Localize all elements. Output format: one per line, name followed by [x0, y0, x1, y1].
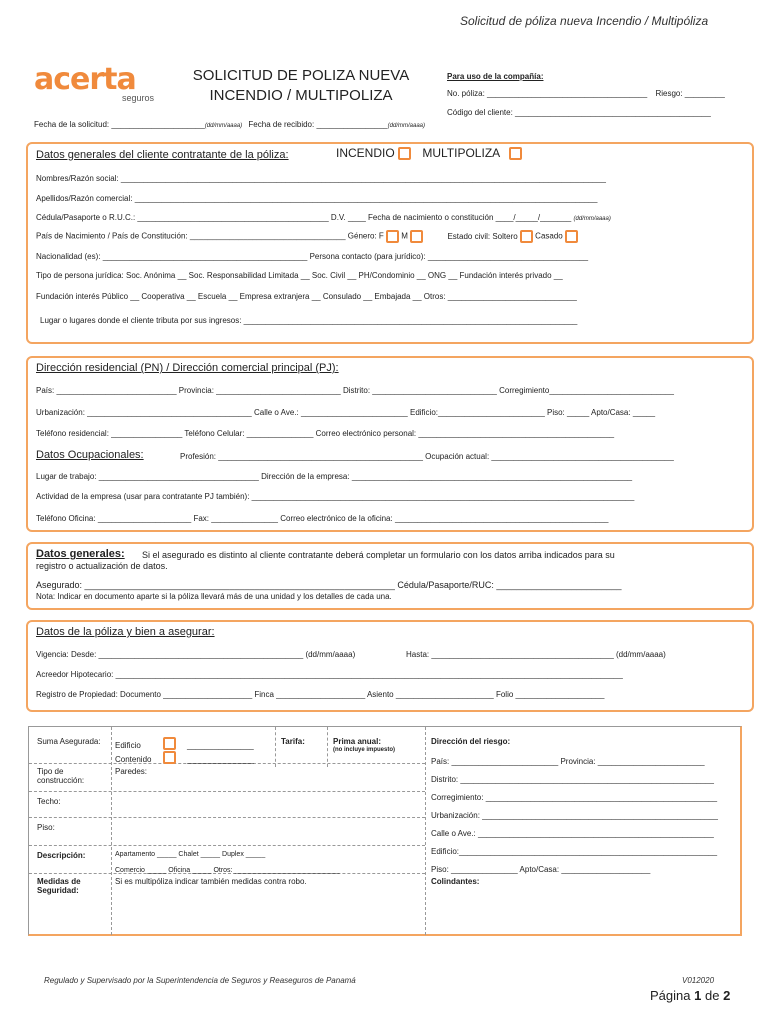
construction-type-label: Tipo de construcción: [37, 767, 85, 785]
adjacent-label[interactable]: Colindantes: [431, 877, 480, 886]
acerta-logo [34, 62, 154, 106]
premium-note: (no incluye impuesto) [333, 747, 396, 753]
form-title [170, 66, 432, 106]
property-registry-row[interactable]: Registro de Propiedad: Documento ____________________ Finca ____________________ Asiento ______________________ Folio ____________________ [36, 690, 605, 699]
rate-label: Tarifa: [281, 737, 305, 746]
description-options-1[interactable]: Apartamento _____ Chalet _____ Duplex _____ [115, 851, 266, 858]
description-options-2[interactable]: Comercio _____ Oficina _____ Otros: ___________________________ [115, 867, 340, 874]
country-birth-field[interactable]: País de Nacimiento / País de Constitución: ___________________________________ Género: F [36, 231, 384, 241]
description-label: Descripción: [37, 851, 86, 860]
mortgage-creditor-field[interactable]: Acreedor Hipotecario: __________________________________________________________________________________________________________________ [36, 670, 623, 679]
incendio-label: INCENDIO [336, 146, 395, 160]
multipoliza-checkbox[interactable] [509, 147, 522, 160]
contents-amount[interactable]: _______________ [187, 755, 254, 764]
building-label: Edificio [115, 741, 141, 750]
security-measures-label: Medidas de Seguridad: [37, 877, 81, 895]
security-measures-note[interactable]: Si es multipóliza indicar también medidas contra robo. [115, 877, 307, 886]
version-footer: V012020 [682, 976, 715, 985]
sum-insured-label: Suma Asegurada: [37, 737, 101, 746]
risk-address-label: Dirección del riesgo: [431, 737, 511, 746]
policy-section-heading: Datos de la póliza y bien a asegurar: [36, 626, 215, 638]
policy-number-field[interactable]: No. póliza: ____________________________________ [447, 89, 648, 98]
floor-label[interactable]: Piso: [37, 823, 55, 832]
risk-table [28, 726, 742, 936]
occupational-heading: Datos Ocupacionales: [36, 449, 144, 461]
validity-to-field[interactable]: Hasta: _________________________________________ (dd/mm/aaaa) [406, 650, 666, 659]
legal-entity-type-row[interactable]: Tipo de persona jurídica: Soc. Anónima __ Soc. Responsabilidad Limitada __ Soc. Civil __ PH/Condominio __ ONG __ Fundación interés privado __ [36, 271, 563, 280]
civil-status-single-label: Estado civil: Soltero [447, 231, 518, 241]
single-checkbox[interactable] [520, 230, 533, 243]
surname-field[interactable]: Apellidos/Razón comercial: ________________________________________________________________________________________________________ [36, 194, 598, 203]
regulator-footer: Regulado y Supervisado por la Superintendencia de Seguros y Reaseguros de Panamá [44, 976, 356, 985]
name-field[interactable]: Nombres/Razón social: _____________________________________________________________________________________________________________ [36, 174, 606, 183]
birth-date-format: (dd/mm/aaaa) [573, 216, 611, 222]
risk-street-field[interactable]: Calle o Ave.: _____________________________________________________ [431, 829, 714, 838]
client-code-field[interactable]: Código del cliente: ____________________________________________ [447, 108, 711, 117]
country-gender-row [36, 230, 578, 243]
risk-corregimiento-field[interactable]: Corregimiento: ____________________________________________________ [431, 793, 718, 802]
company-use-title: Para uso de la compañía: [447, 72, 544, 81]
policy-type-options [336, 146, 522, 160]
gender-m-checkbox[interactable] [410, 230, 423, 243]
married-checkbox[interactable] [565, 230, 578, 243]
form-title-line1: SOLICITUD DE POLIZA NUEVA [192, 67, 410, 84]
multipoliza-label: MULTIPOLIZA [422, 146, 500, 160]
request-date-field[interactable]: Fecha de la solicitud: _____________________ [34, 120, 205, 129]
company-use-box [447, 72, 747, 117]
received-date-format: (dd/mm/aaaa) [387, 123, 425, 129]
logo-subtitle: seguros [122, 93, 155, 103]
annual-premium-label: Prima anual: [333, 737, 382, 746]
phones-row[interactable]: Teléfono residencial: ________________ Teléfono Celular: _______________ Correo electrónico personal: ____________________________________________ [36, 429, 615, 438]
risk-country-row[interactable]: País: ________________________ Provincia: ________________________ [431, 757, 705, 766]
contents-checkbox[interactable] [163, 751, 176, 764]
form-title-line2: INCENDIO / MULTIPOLIZA [209, 87, 393, 104]
risk-field[interactable]: Riesgo: _________ [655, 89, 725, 98]
risk-urbanization-field[interactable]: Urbanización: _____________________________________________________ [431, 811, 718, 820]
gender-f-checkbox[interactable] [386, 230, 399, 243]
request-dates [34, 120, 425, 129]
insured-intro: Si el asegurado es distinto al cliente contratante deberá completar un formulario con los datos arriba indicados para su [142, 550, 615, 560]
insured-note: Nota: Indicar en documento aparte si la póliza llevará más de una unidad y los detalles de cada una. [36, 592, 392, 601]
workplace-row[interactable]: Lugar de trabajo: ____________________________________ Dirección de la empresa: _______________________________________________________________ [36, 472, 633, 481]
request-date-format: (dd/mm/aaaa) [204, 123, 243, 129]
office-contact-row[interactable]: Teléfono Oficina: _____________________ Fax: _______________ Correo electrónico de la oficina: ________________________________________________ [36, 514, 609, 523]
logo-wordmark: acerta [34, 62, 136, 97]
address-line-2[interactable]: Urbanización: _____________________________________ Calle o Ave.: ________________________ Edificio:________________________ Piso: _____ Apto/Casa: _____ [36, 408, 656, 417]
risk-district-field[interactable]: Distrito: _________________________________________________________ [431, 775, 714, 784]
insured-section-heading: Datos generales: [36, 548, 125, 560]
contents-label: Contenido [115, 755, 152, 764]
client-section-heading: Datos generales del cliente contratante de la póliza: [36, 149, 289, 161]
document-header-title: Solicitud de póliza nueva Incendio / Multipóliza [460, 14, 709, 28]
entity-type-row-2[interactable]: Fundación interés Público __ Cooperativa __ Escuela __ Empresa extranjera __ Consulado __ Embajada __ Otros: _____________________________ [36, 292, 577, 301]
address-section [26, 356, 754, 532]
risk-floor-row[interactable]: Piso: _______________ Apto/Casa: ____________________ [431, 865, 651, 874]
validity-from-field[interactable]: Vigencia: Desde: ______________________________________________ (dd/mm/aaaa) [36, 650, 356, 659]
roof-label[interactable]: Techo: [37, 797, 61, 806]
building-amount[interactable]: _______________ [187, 741, 254, 750]
risk-building-field[interactable]: Edificio:__________________________________________________________ [431, 847, 718, 856]
address-line-1[interactable]: País: ___________________________ Provincia: ____________________________ Distrito: ____________________________ Corregimiento____________________________ [36, 386, 674, 395]
received-date-field[interactable]: Fecha de recibido: ________________ [248, 120, 388, 129]
incendio-checkbox[interactable] [398, 147, 411, 160]
id-field[interactable]: Cédula/Pasaporte o R.U.C.: ___________________________________________ D.V. ____ Fecha de nacimiento o constitución ____/_____/_______ [36, 213, 572, 222]
insured-intro-2: registro o actualización de datos. [36, 561, 168, 571]
address-section-heading: Dirección residencial (PN) / Dirección comercial principal (PJ): [36, 362, 339, 374]
walls-label[interactable]: Paredes: [115, 767, 148, 776]
gender-m-label: M [401, 231, 408, 241]
civil-status-married-label: Casado [535, 231, 563, 241]
id-birth-row [36, 213, 611, 222]
nationality-field[interactable]: Nacionalidad (es): ______________________________________________ Persona contacto (para jurídico): ____________________________________ [36, 252, 589, 261]
client-general-data-section [26, 142, 754, 344]
insured-field[interactable]: Asegurado: ______________________________________________________________ Cédula/Pasaporte/RUC: _________________________ [36, 580, 622, 590]
company-activity-field[interactable]: Actividad de la empresa (usar para contratante PJ también): ______________________________________________________________________________________ [36, 492, 635, 501]
profession-row[interactable]: Profesión: ______________________________________________ Ocupación actual: _________________________________________ [180, 452, 674, 461]
page-number: Página 1 de 2 [650, 988, 731, 1003]
building-checkbox[interactable] [163, 737, 176, 750]
tax-residence-field[interactable]: Lugar o lugares donde el cliente tributa por sus ingresos: ___________________________________________________________________________ [40, 316, 578, 325]
